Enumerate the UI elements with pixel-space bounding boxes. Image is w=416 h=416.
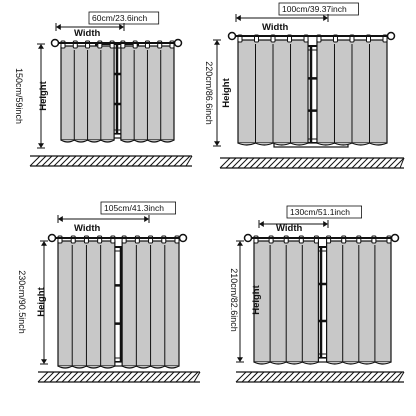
- rod-finial-left: [245, 235, 252, 242]
- width-arrow-right: [323, 221, 328, 227]
- curtain-left: [238, 35, 308, 145]
- height-label: Height: [251, 285, 262, 315]
- height-arrow-bottom: [41, 359, 47, 364]
- width-size-label: 130cm/51.1inch: [290, 207, 351, 217]
- width-size-label: 100cm/39.37inch: [282, 4, 347, 14]
- width-size-label: 60cm/23.6inch: [92, 13, 148, 23]
- rod-finial-left: [52, 40, 59, 47]
- floor: [38, 372, 200, 382]
- curtain-right: [317, 35, 387, 145]
- curtain-hem: [61, 140, 114, 142]
- width-label: Width: [262, 22, 289, 33]
- curtain-hem: [58, 366, 115, 368]
- height-size-label: 230cm/90.5inch: [17, 270, 27, 334]
- curtain-panel-2: [204, 3, 404, 168]
- width-arrow-left: [58, 216, 63, 222]
- height-size-label: 220cm/86.6inch: [204, 61, 214, 125]
- curtain-left: [61, 41, 114, 142]
- height-arrow-top: [41, 241, 47, 246]
- height-label: Height: [36, 287, 47, 317]
- rod-finial-right: [175, 40, 182, 47]
- height-arrow-top: [214, 40, 220, 45]
- height-arrow-bottom: [237, 357, 243, 362]
- curtain-hem: [317, 143, 387, 145]
- width-arrow-left: [236, 15, 241, 21]
- height-arrow-top: [38, 44, 44, 49]
- width-label: Width: [74, 223, 101, 234]
- curtain-left: [58, 236, 115, 368]
- height-label: Height: [38, 81, 49, 111]
- rod-finial-right: [180, 235, 187, 242]
- rod-finial-right: [388, 33, 395, 40]
- rod-finial-right: [392, 235, 399, 242]
- width-arrow-right: [144, 216, 149, 222]
- curtain-right: [122, 236, 179, 368]
- height-arrow-bottom: [214, 141, 220, 146]
- curtain-panel-4: [229, 206, 404, 382]
- curtain-hem: [254, 362, 318, 364]
- width-arrow-right: [119, 24, 124, 30]
- curtain-left: [254, 236, 318, 364]
- curtain-hem: [121, 140, 174, 142]
- curtain-right: [121, 41, 174, 142]
- floor: [236, 372, 404, 382]
- height-size-label: 150cm/59inch: [14, 67, 24, 125]
- height-arrow-bottom: [38, 143, 44, 148]
- curtain-panel-3: [17, 202, 200, 382]
- width-size-label: 105cm/41.3inch: [104, 203, 165, 213]
- height-arrow-top: [237, 241, 243, 246]
- height-label: Height: [221, 78, 232, 108]
- rod-finial-left: [49, 235, 56, 242]
- width-arrow-left: [259, 221, 264, 227]
- width-arrow-left: [56, 24, 61, 30]
- width-label: Width: [74, 28, 101, 39]
- rod-finial-left: [229, 33, 236, 40]
- floor: [30, 156, 192, 166]
- width-arrow-right: [323, 15, 328, 21]
- curtain-hem: [327, 362, 391, 364]
- curtain-hem: [122, 366, 179, 368]
- curtain-panel-1: [14, 12, 192, 166]
- width-label: Width: [276, 223, 303, 234]
- floor: [220, 158, 404, 168]
- height-size-label: 210cm/82.6inch: [229, 268, 239, 332]
- curtain-right: [327, 236, 391, 364]
- curtain-hem: [238, 143, 308, 145]
